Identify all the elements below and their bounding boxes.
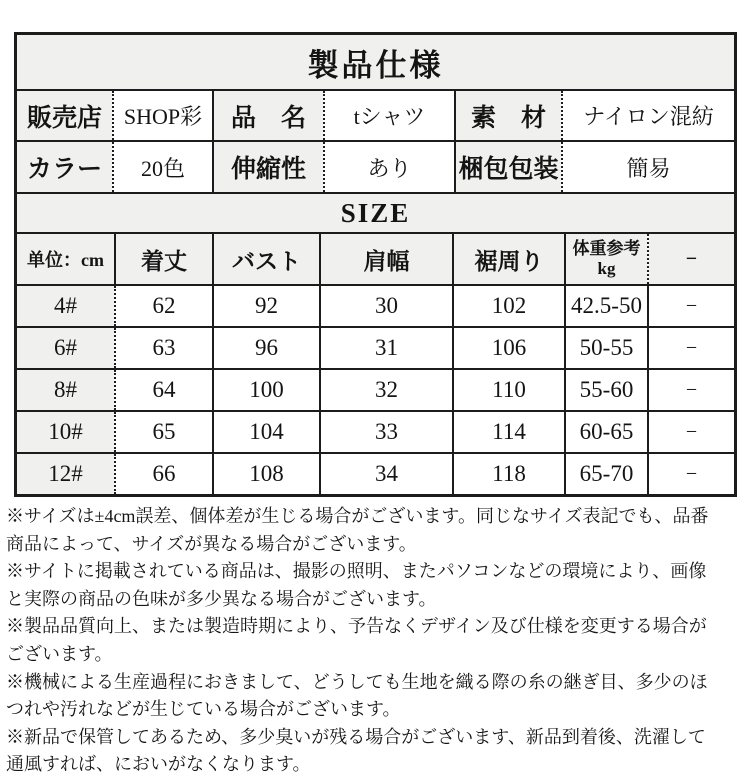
note-line: ※製品品質向上、または製造時期により、予告なくデザイン及び仕様を変更する場合がございます。 — [6, 616, 707, 664]
size-cell-bust: 104 — [213, 411, 320, 453]
size-cell-length: 65 — [115, 411, 213, 453]
spec-value-color: 20色 — [113, 141, 213, 193]
size-cell-hem: 106 — [453, 327, 565, 369]
size-header-weight-line2: kg — [597, 259, 616, 278]
size-header-length: 着丈 — [115, 234, 213, 285]
size-cell-weight: 42.5-50 — [565, 285, 648, 327]
size-cell-weight: 60-65 — [565, 411, 648, 453]
size-cell-shoulder: 34 — [320, 453, 453, 494]
size-cell-shoulder: 33 — [320, 411, 453, 453]
size-row-4 — [17, 285, 734, 327]
spec-row-2 — [17, 141, 734, 193]
spec-label-seller: 販売店 — [17, 91, 113, 141]
size-cell-shoulder: 31 — [320, 327, 453, 369]
spec-label-packaging: 梱包包装 — [455, 141, 562, 193]
size-cell-bust: 92 — [213, 285, 320, 327]
size-header-unit: 单位：cm — [17, 234, 115, 285]
spec-title: 製品仕様 — [17, 35, 734, 91]
spec-value-stretch: あり — [324, 141, 455, 193]
size-cell-length: 66 — [115, 453, 213, 494]
spec-table — [17, 91, 734, 194]
size-cell-weight: 50-55 — [565, 327, 648, 369]
size-header-dash: − — [648, 234, 734, 285]
size-header-hem: 裾周り — [453, 234, 565, 285]
size-cell-bust: 100 — [213, 369, 320, 411]
size-cell-weight: 65-70 — [565, 453, 648, 494]
size-section-title: SIZE — [17, 194, 734, 234]
spec-value-packaging: 簡易 — [562, 141, 734, 193]
size-cell-hem: 118 — [453, 453, 565, 494]
size-row-10 — [17, 411, 734, 453]
spec-row-1 — [17, 91, 734, 141]
disclaimer-notes — [6, 503, 722, 779]
spec-label-stretch: 伸縮性 — [213, 141, 324, 193]
note-line: ※機械による生産過程におきまして、どうしても生地を織る際の糸の継ぎ目、多少のほつれや汚れなどが生じている場合がございます。 — [6, 671, 708, 720]
size-row-6 — [17, 327, 734, 369]
size-header-shoulder: 肩幅 — [320, 234, 453, 285]
size-cell-hem: 114 — [453, 411, 565, 453]
note-line: ※サイトに掲載されている商品は、撮影の照明、またパソコンなどの環境により、画像と実際の商品の色味が多少異なる場合がございます。 — [6, 561, 707, 609]
size-header-row — [17, 234, 734, 285]
size-cell-dash: − — [648, 285, 734, 327]
size-cell-dash: − — [648, 369, 734, 411]
size-row-8 — [17, 369, 734, 411]
size-cell-hem: 102 — [453, 285, 565, 327]
size-cell-length: 62 — [115, 285, 213, 327]
note-line: ※新品で保管してあるため、多少臭いが残る場合がございます、新品到着後、洗濯して通風すれば、においがなくなります。 — [6, 726, 706, 775]
size-header-weight — [565, 234, 648, 285]
size-cell-shoulder: 32 — [320, 369, 453, 411]
size-cell-length: 64 — [115, 369, 213, 411]
size-table — [17, 234, 734, 494]
size-cell-length: 63 — [115, 327, 213, 369]
note-line: ※サイズは±4cm誤差、個体差が生じる場合がございます。同じなサイズ表記でも、品番商品によって、サイズが異なる場合がございます。 — [6, 506, 709, 554]
size-row-label: 8# — [17, 369, 115, 411]
product-spec-sheet — [14, 32, 737, 497]
size-cell-dash: − — [648, 411, 734, 453]
size-cell-weight: 55-60 — [565, 369, 648, 411]
size-header-bust: バスト — [213, 234, 320, 285]
size-row-12 — [17, 453, 734, 494]
size-row-label: 4# — [17, 285, 115, 327]
size-row-label: 10# — [17, 411, 115, 453]
size-header-weight-line1: 体重参考 — [572, 239, 641, 259]
size-row-label: 6# — [17, 327, 115, 369]
size-cell-shoulder: 30 — [320, 285, 453, 327]
size-cell-hem: 110 — [453, 369, 565, 411]
size-row-label: 12# — [17, 453, 115, 494]
size-cell-dash: − — [648, 453, 734, 494]
size-cell-dash: − — [648, 327, 734, 369]
size-cell-bust: 96 — [213, 327, 320, 369]
spec-value-item-name: tシャツ — [324, 91, 455, 141]
spec-label-color: カラー — [17, 141, 113, 193]
spec-label-material: 素 材 — [455, 91, 562, 141]
spec-value-material: ナイロン混紡 — [562, 91, 734, 141]
spec-label-item-name: 品 名 — [213, 91, 324, 141]
size-cell-bust: 108 — [213, 453, 320, 494]
spec-value-seller: SHOP彩 — [113, 91, 213, 141]
